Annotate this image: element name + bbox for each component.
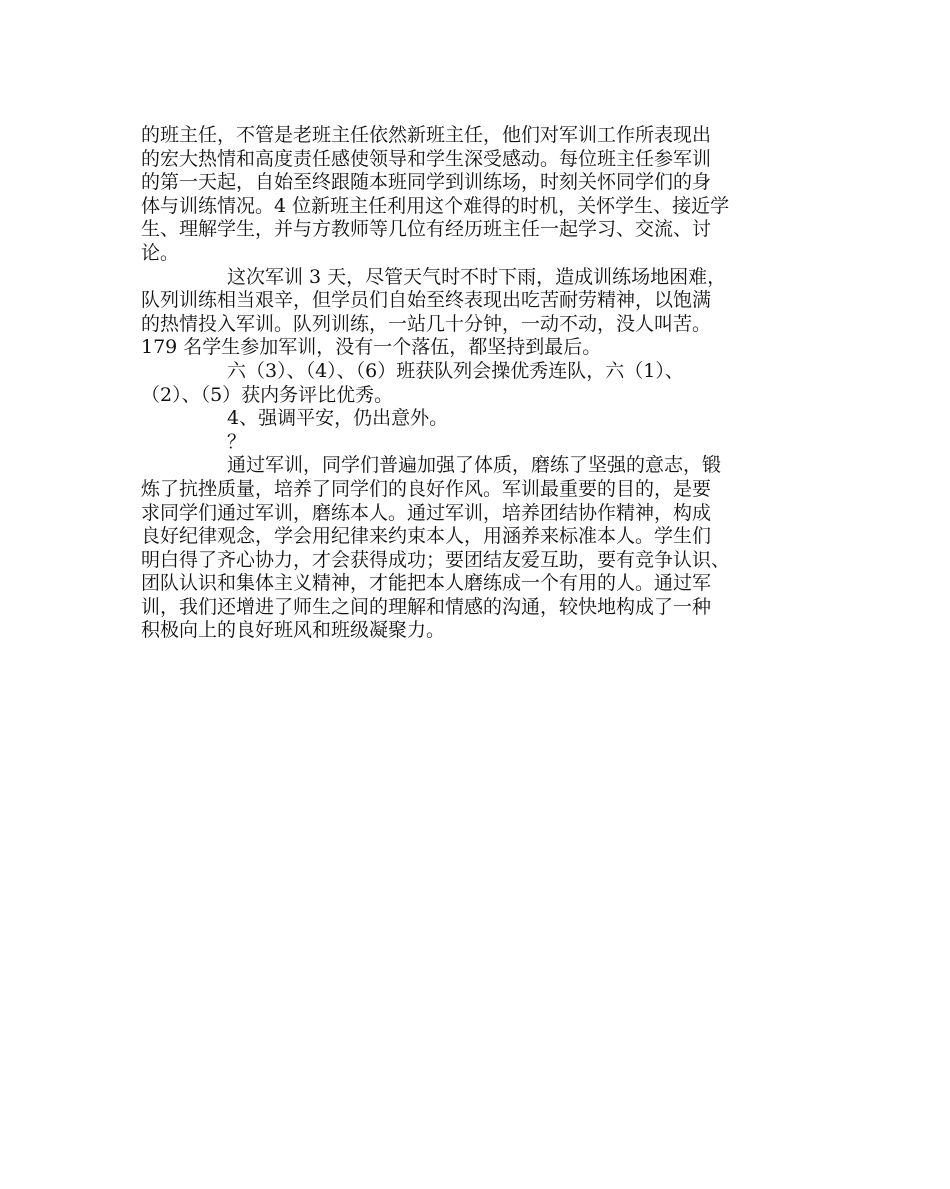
text-line: 的第一天起，自始至终跟随本班同学到训练场，时刻关怀同学们的身 — [141, 171, 712, 194]
text-line: 求同学们通过军训，磨练本人。通过军训，培养团结协作精神，构成 — [141, 501, 712, 524]
text-line: 训，我们还增进了师生之间的理解和情感的沟通，较快地构成了一种 — [141, 595, 712, 618]
text-line: 4、强调平安，仍出意外。 — [227, 407, 449, 430]
paragraph-training-days — [141, 266, 821, 360]
text-line: ？ — [227, 430, 247, 453]
text-line: 179 名学生参加军训，没有一个落伍，都坚持到最后。 — [141, 336, 602, 359]
paragraph-conclusion — [141, 454, 821, 643]
paragraph-question-mark — [141, 431, 821, 455]
text-line: 论。 — [141, 241, 180, 264]
text-line: 这次军训 3 天，尽管天气时不时下雨，造成训练场地困难， — [227, 265, 727, 288]
text-line: 体与训练情况。4 位新班主任利用这个难得的时机，关怀学生、接近学 — [141, 194, 730, 217]
paragraph-safety-heading — [141, 407, 821, 431]
text-line: 的热情投入军训。队列训练，一站几十分钟，一动不动，没人叫苦。 — [141, 312, 712, 335]
text-line: （2）、（5）获内务评比优秀。 — [141, 383, 394, 406]
text-line: 通过军训，同学们普遍加强了体质，磨练了坚强的意志，锻 — [227, 454, 722, 477]
text-line: 生、理解学生，并与方教师等几位有经历班主任一起学习、交流、讨 — [141, 218, 712, 241]
text-line: 炼了抗挫质量，培养了同学们的良好作风。军训最重要的目的，是要 — [141, 477, 712, 500]
document-body — [141, 124, 821, 643]
text-line: 的宏大热情和高度责任感使领导和学生深受感动。每位班主任参军训 — [141, 147, 712, 170]
text-line: 队列训练相当艰辛，但学员们自始至终表现出吃苦耐劳精神，以饱满 — [141, 289, 712, 312]
text-line: 良好纪律观念，学会用纪律来约束本人，用涵养来标准本人。学生们 — [141, 525, 712, 548]
text-line: 的班主任，不管是老班主任依然新班主任，他们对军训工作所表现出 — [141, 124, 712, 146]
text-line: 六（3）、（4）、（6）班获队列会操优秀连队，六（1）、 — [227, 359, 684, 382]
text-line: 团队认识和集体主义精神，才能把本人磨练成一个有用的人。通过军 — [141, 572, 712, 595]
text-line: 积极向上的良好班风和班级凝聚力。 — [141, 619, 446, 642]
paragraph-class-teachers — [141, 124, 821, 266]
text-line: 明白得了齐心协力，才会获得成功；要团结友爱互助，要有竞争认识、 — [141, 548, 731, 571]
paragraph-awards — [141, 360, 821, 407]
